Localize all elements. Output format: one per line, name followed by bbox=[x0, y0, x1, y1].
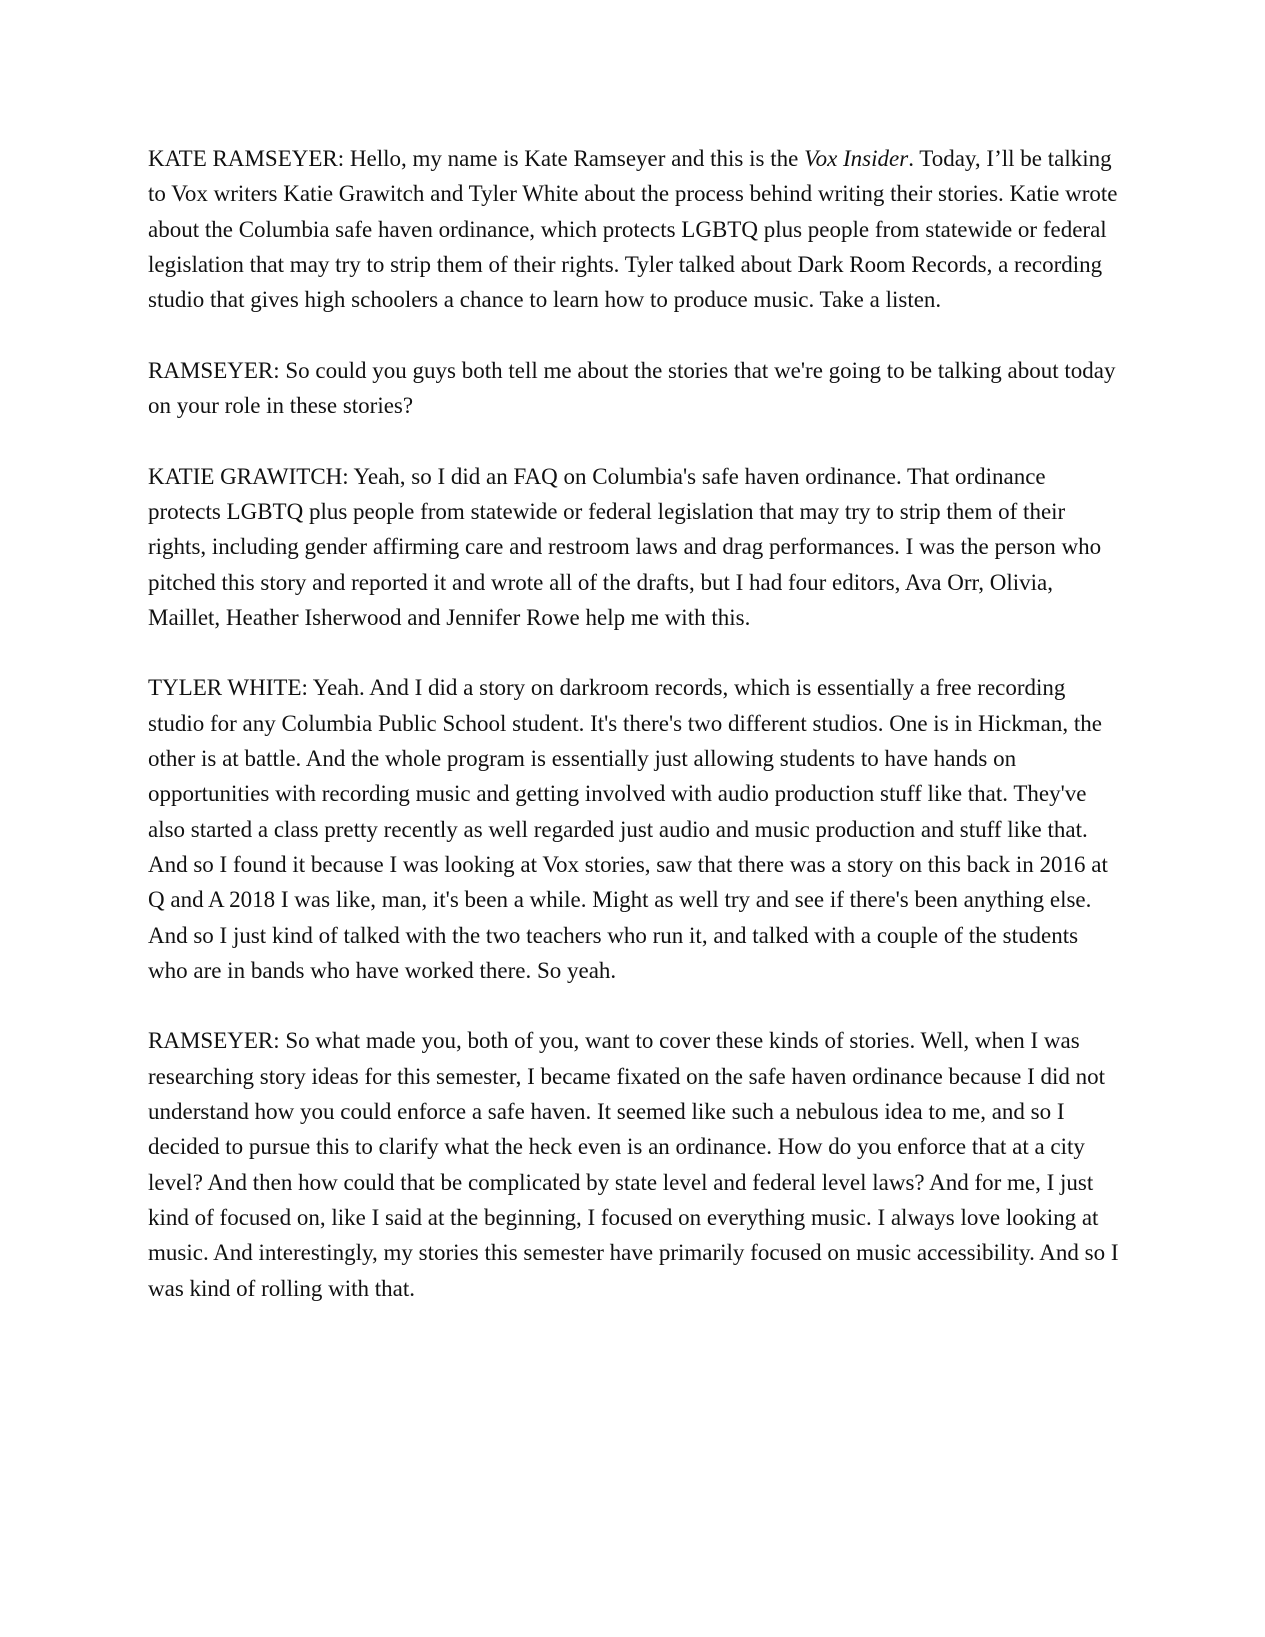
publication-title: Vox Insider bbox=[804, 146, 909, 171]
intro-text-end: . Today, I’ll be talking to Vox writers Katie Grawitch and Tyler White about the process behind writing their stories. Katie wrote about the Columbia safe haven ordinance, which protects LGBTQ plus people from statewide or federal legislation that may try to strip them of their rights. Tyler talked about Dark Room Records, a recording studio that gives high schoolers a chance to learn how to produce music. Take a listen. bbox=[148, 146, 1118, 313]
intro-text-start: KATE RAMSEYER: Hello, my name is Kate Ramseyer and this is the bbox=[148, 146, 805, 171]
paragraph-question-stories: RAMSEYER: So could you guys both tell me about the stories that we're going to be talking about today on your role in these stories? bbox=[148, 357, 1116, 419]
paragraph-motivation: RAMSEYER: So what made you, both of you, want to cover these kinds of stories. Well, when I was researching story ideas for this semester, I became fixated on the safe haven ordinance because I did not understand how you could enforce a safe haven. It seemed like such a nebulous idea to me, and so I decided to pursue this to clarify what the heck even is an ordinance. How do you enforce that at a city level? And then how could that be complicated by state level and federal level laws? And for me, I just kind of focused on, like I said at the beginning, I focused on everything music. I always love looking at music. And interestingly, my stories this semester have primarily focused on music accessibility. And so I was kind of rolling with that. bbox=[148, 1028, 1119, 1301]
paragraph-white-answer: TYLER WHITE: Yeah. And I did a story on darkroom records, which is essentially a free recording studio for any Columbia Public School student. It's there's two different studios. One is in Hickman, the other is at battle. And the whole program is essentially just allowing students to have hands on opportunities with recording music and getting involved with audio production stuff like that. They've also started a class pretty recently as well regarded just audio and music production and stuff like that. And so I found it because I was looking at Vox stories, saw that there was a story on this back in 2016 at Q and A 2018 I was like, man, it's been a while. Might as well try and see if there's been anything else. And so I just kind of talked with the two teachers who run it, and talked with a couple of the students who are in bands who have worked there. So yeah. bbox=[148, 675, 1108, 983]
paragraph-grawitch-answer: KATIE GRAWITCH: Yeah, so I did an FAQ on Columbia's safe haven ordinance. That ordinance protects LGBTQ plus people from statewide or federal legislation that may try to strip them of their rights, including gender affirming care and restroom laws and drag performances. I was the person who pitched this story and reported it and wrote all of the drafts, but I had four editors, Ava Orr, Olivia, Maillet, Heather Isherwood and Jennifer Rowe help me with this. bbox=[148, 463, 1102, 630]
paragraph-intro bbox=[148, 141, 1123, 317]
transcript-page bbox=[148, 141, 1123, 1341]
